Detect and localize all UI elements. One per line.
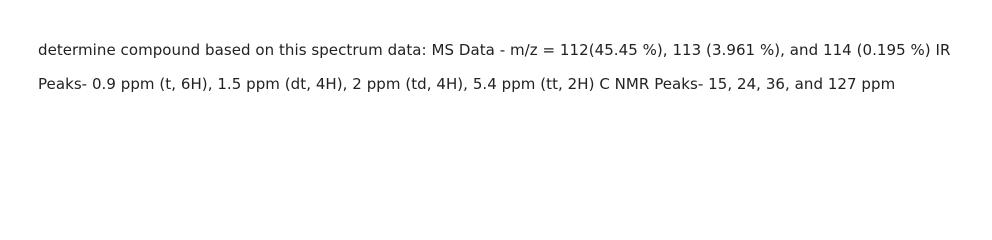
question-line-1: determine compound based on this spectrum data: MS Data - m/z = 112(45.45 %), 113 (3.961 %), and 114 (0.195 %) IR	[38, 41, 951, 59]
question-line-2: Peaks- 0.9 ppm (t, 6H), 1.5 ppm (dt, 4H), 2 ppm (td, 4H), 5.4 ppm (tt, 2H) C NMR Peaks- 15, 24, 36, and 127 ppm	[38, 75, 896, 93]
question-text	[38, 33, 988, 101]
